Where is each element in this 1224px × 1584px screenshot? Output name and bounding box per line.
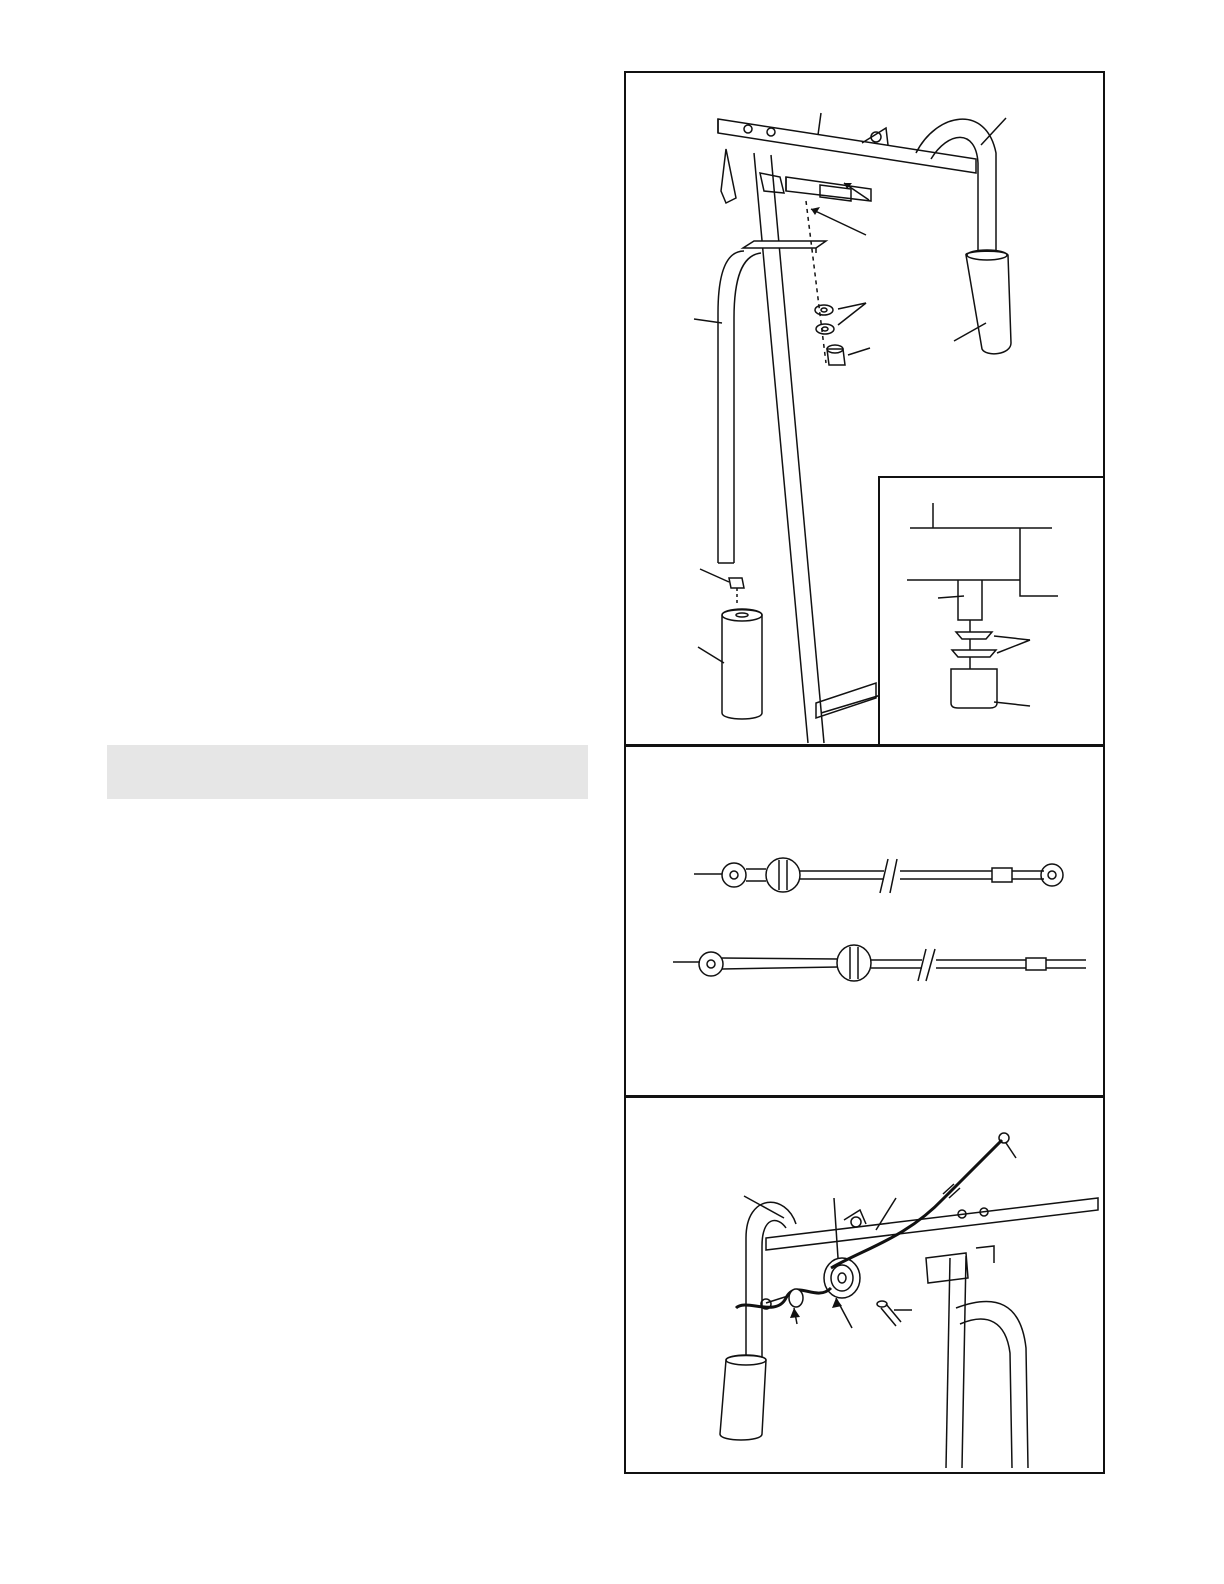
figure-cables xyxy=(624,745,1105,1097)
inset-drawing xyxy=(880,478,1103,744)
left-column-heading-bar xyxy=(107,745,588,799)
cables-drawing xyxy=(626,747,1103,1095)
figure-cable-routing xyxy=(624,1096,1105,1474)
cable-routing-drawing xyxy=(626,1098,1103,1472)
figure-arm-assembly-inset xyxy=(878,476,1105,746)
